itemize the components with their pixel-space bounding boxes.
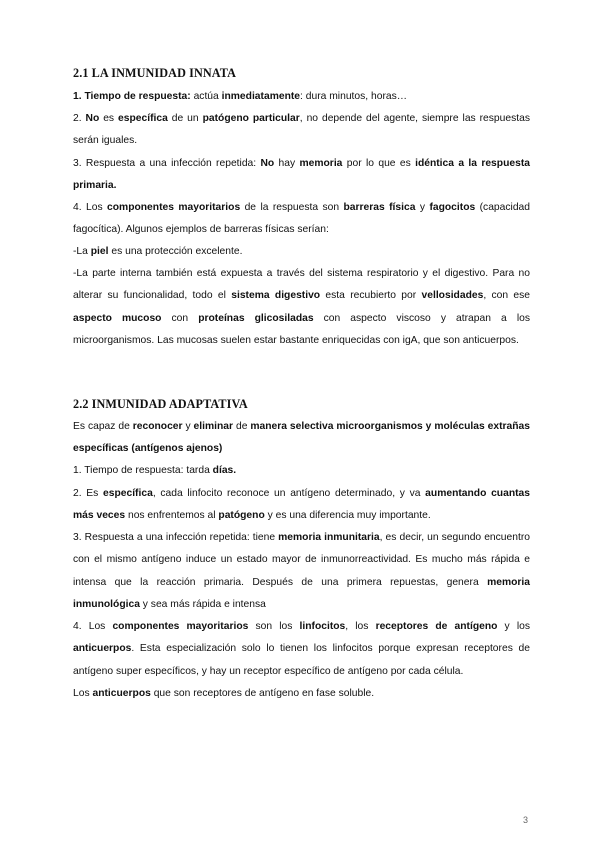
text-run: con aspecto viscoso y atrapan a los microorganismos. Las mucosas suelen estar bastante enriquecidas con igA, que son anticuerpos. [73,312,530,346]
paragraph [73,616,530,683]
bold-text: aspecto mucoso [73,312,162,324]
text-run: son los [248,621,300,632]
text-run: , con ese [483,290,531,302]
text-run: -La parte interna también está expuesta a través del sistema respiratorio y el digestivo. Para no alterar su funcionalidad, todo el [73,268,530,302]
page-number: 3 [523,815,529,825]
text-run: , los [345,621,376,632]
text-run: esta recubierto por [320,290,422,302]
bold-text: memoria inmunológica [73,576,530,610]
bold-text: días. [212,465,237,476]
bold-text: manera selectiva microorganismos y moléculas extrañas específicas (antígenos ajenos) [73,421,530,455]
text-run: 4. Los [73,621,113,632]
text-run: , es decir, un segundo encuentro con el mismo antígeno induce un estado mayor de inmunorreactividad. Es mucho más rápida e intensa que la reacción primaria. Después de una primera repuestas, genera [73,532,530,588]
bold-text: específica [118,113,168,124]
text-run: : dura minutos, horas… [300,91,408,102]
paragraph [73,527,530,616]
text-run: nos enfrentemos al [125,510,219,522]
text-run: (capacidad fagocítica). Algunos ejemplos de barreras físicas serían: [73,202,530,236]
bold-text: componentes mayoritarios [112,621,249,632]
text-run: de la respuesta son [240,202,344,213]
text-run: 2. Es [73,488,103,499]
paragraph [73,241,530,263]
text-run: 4. Los [73,202,108,213]
text-run: 3. Respuesta a una infección repetida: tiene [73,532,279,543]
bold-text: proteínas glicosiladas [198,312,314,324]
text-run: y es una diferencia muy importante. [264,510,431,522]
bold-text: No [85,113,100,124]
paragraph [73,263,530,352]
text-run: Es capaz de [73,421,133,432]
text-run: y los [497,621,530,632]
bold-text: idéntica a la respuesta primaria. [73,158,530,192]
bold-text: inmediatamente [221,91,301,102]
text-run: hay [274,158,300,169]
bold-text: fagocitos [429,202,476,213]
section-heading-innate: 2.1 LA INMUNIDAD INNATA [73,66,236,80]
text-run: y sea más rápida e intensa [139,598,266,610]
bold-text: aumentando cuantas más veces [73,488,530,522]
text-run: de [233,421,251,432]
text-run: 1. Tiempo de respuesta: tarda [73,465,213,476]
bold-text: receptores de antígeno [375,621,498,632]
text-run: por lo que es [342,158,416,169]
bold-text: específica [103,488,153,499]
paragraph [73,197,530,242]
bold-text: piel [90,246,109,257]
section-heading-adaptive: 2.2 INMUNIDAD ADAPTATIVA [73,397,248,411]
bold-text: patógeno particular [202,113,300,124]
text-run: 2. [73,113,86,124]
text-run: es una protección excelente. [108,246,243,257]
text-run: con [161,312,199,324]
text-run: , cada linfocito reconoce un antígeno determinado, y va [152,488,426,499]
paragraph [73,108,530,153]
bold-text: linfocitos [299,621,346,632]
paragraph [73,460,530,482]
text-run: . Esta especialización solo lo tienen los linfocitos porque expresan receptores de antígeno super específicos, y hay un receptor específico de antígeno por cada célula. [73,643,530,677]
bold-text: anticuerpos [73,643,132,655]
paragraph [73,483,530,528]
bold-text: memoria [299,158,343,169]
text-run: 3. Respuesta a una infección repetida: [73,158,261,169]
paragraph [73,683,530,705]
text-run: y [415,202,430,213]
text-run: es [99,113,119,124]
text-run: y [182,421,194,432]
bold-text: eliminar [193,421,234,432]
bold-text: vellosidades [421,290,484,302]
text-run: de un [167,113,203,124]
bold-text: componentes mayoritarios [107,202,241,213]
paragraph [73,153,530,198]
bold-text: sistema digestivo [231,290,321,302]
text-run: -La [73,246,91,257]
bold-text: memoria inmunitaria [278,532,380,543]
bold-text: No [260,158,275,169]
bold-text: reconocer [132,421,183,432]
paragraph [73,86,530,108]
text-run: que son receptores de antígeno en fase soluble. [150,688,375,699]
text-run: actúa [190,91,222,102]
bold-text: patógeno [218,510,265,522]
text-run: Los [73,688,93,699]
bold-text: 1. Tiempo de respuesta: [73,91,191,102]
bold-text: barreras física [343,202,416,213]
paragraph [73,416,530,461]
text-run: , no depende del agente, siempre las respuestas serán iguales. [73,113,530,147]
bold-text: anticuerpos [92,688,151,699]
